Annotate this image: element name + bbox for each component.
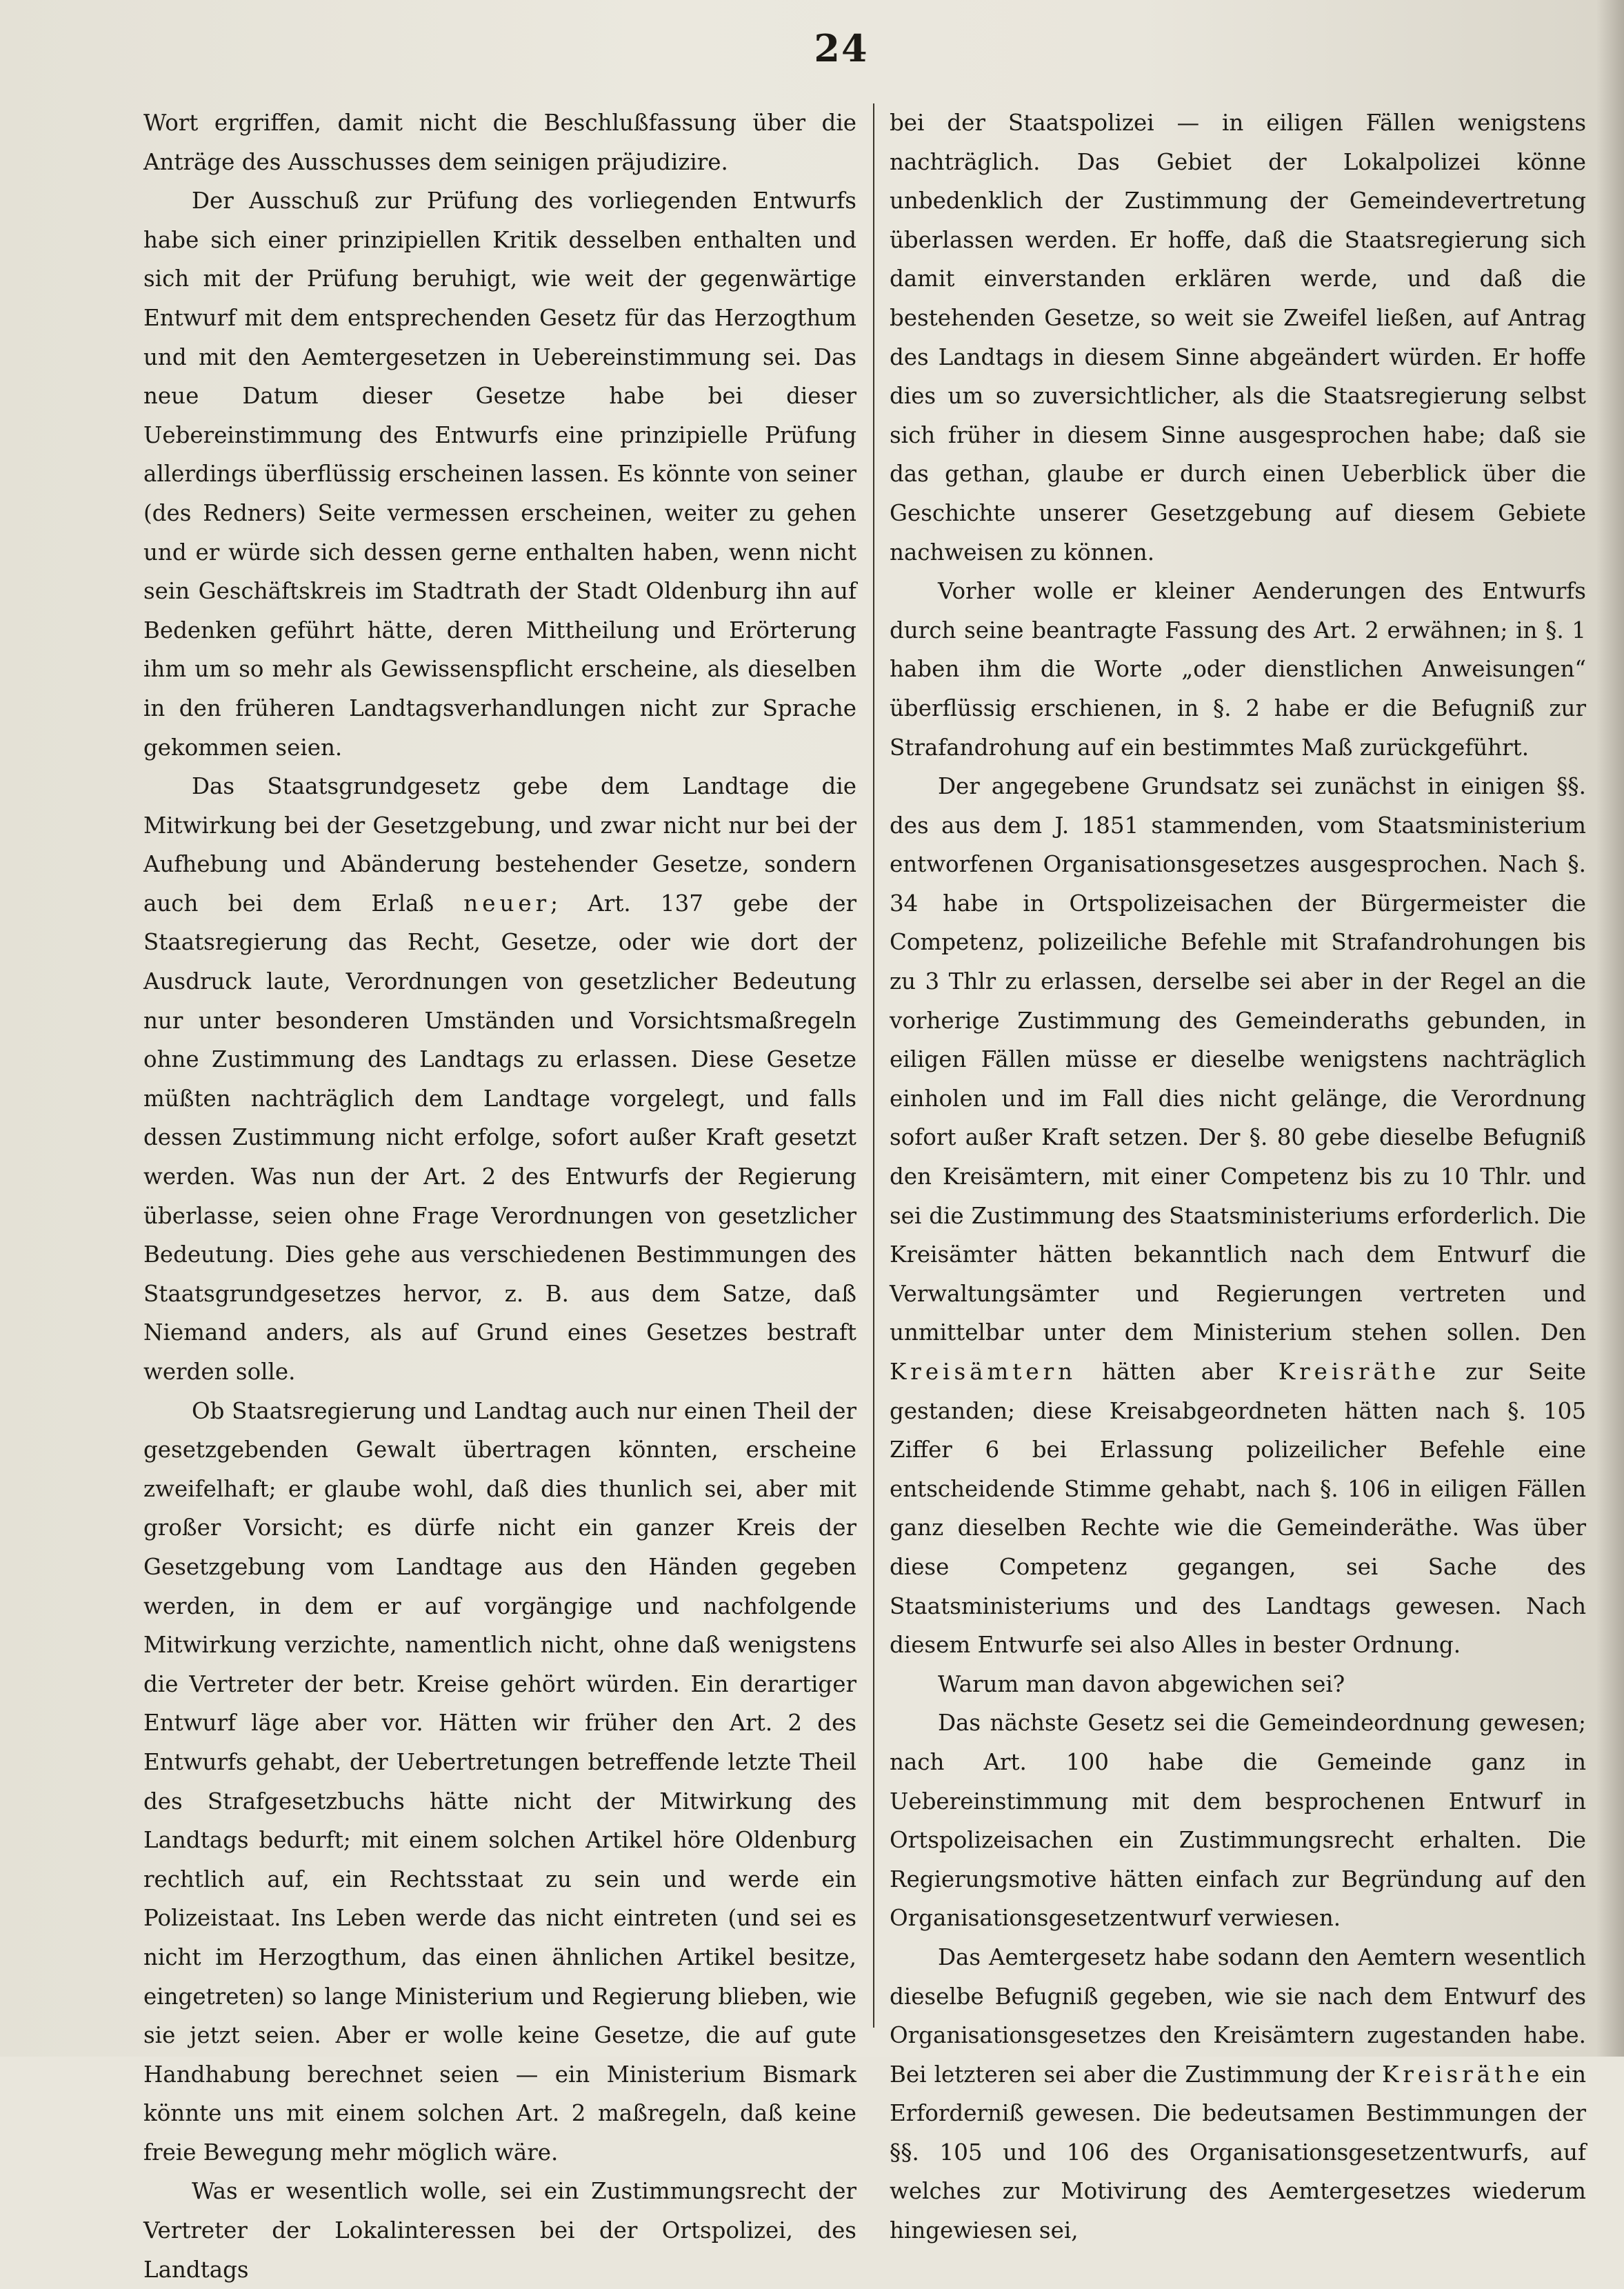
paragraph-text: ein Erforderniß gewesen. Die bedeutsamen Bestimmungen der §§. 105 und 106 des Organisationsgesetzentwurfs, auf welches zur Motivirung des Aemtergesetzes wiederum hingewiesen sei, bbox=[890, 2061, 1586, 2244]
paragraph-text: zur Seite gestanden; diese Kreisabgeordneten hätten nach §. 105 Ziffer 6 bei Erlassung polizeilicher Befehle eine entscheidende Stimme gehabt, nach §. 106 in eiligen Fällen ganz dieselben Rechte wie die Gemeinderäthe. Was über diese Competenz gegangen, sei Sache des Staatsministeriums und des Landtags gewesen. Nach diesem Entwurfe sei also Alles in bester Ordnung. bbox=[890, 1359, 1586, 1659]
paragraph-text: Der angegebene Grundsatz sei zunächst in einigen §§. des aus dem J. 1851 stammenden, vom Staatsministerium entworfenen Organisationsgesetzes ausgesprochen. Nach §. 34 habe in Ortspolizeisachen der Bürgermeister die Competenz, polizeiliche Befehle mit Strafandrohungen bis zu 3 Thlr zu erlassen, derselbe sei aber in der Regel an die vorherige Zustimmung des Gemeinderaths gebunden, in eiligen Fällen müsse er dieselbe wenigstens nachträglich einholen und im Fall dies nicht gelänge, die Verordnung sofort außer Kraft setzen. Der §. 80 gebe dieselbe Befugniß den Kreisämtern, mit einer Competenz bis zu 10 Thlr. und sei die Zustimmung des Staatsministeriums erforderlich. Die Kreisämter hätten bekanntlich nach dem Entwurf die Verwaltungsämter und Regierungen vertreten und unmittelbar unter dem Ministerium stehen sollen. Den bbox=[890, 773, 1586, 1346]
column-divider bbox=[873, 103, 874, 2028]
left-column bbox=[143, 103, 856, 2283]
spaced-emphasis: neuer bbox=[463, 890, 551, 917]
paragraph: bei der Staatspolizei — in eiligen Fällen wenigstens nachträglich. Das Gebiet der Lokalpolizei könne unbedenklich der Zustimmung der Gemeindevertretung überlassen werden. Er hoffe, daß die Staatsregierung sich damit einverstanden erklären werde, und daß die bestehenden Gesetze, so weit sie Zweifel ließen, auf Antrag des Landtags in diesem Sinne abgeändert würden. Er hoffe dies um so zuversichtlicher, als die Staatsregierung selbst sich früher in diesem Sinne ausgesprochen habe; daß sie das gethan, glaube er durch einen Ueberblick über die Geschichte unserer Gesetzgebung auf diesem Gebiete nachweisen zu können. bbox=[890, 110, 1586, 566]
paragraph: Wort ergriffen, damit nicht die Beschlußfassung über die Anträge des Ausschusses dem seinigen präjudizire. bbox=[143, 110, 856, 175]
page-number: 24 bbox=[814, 26, 869, 70]
paragraph bbox=[143, 767, 856, 1392]
page-edge-shadow bbox=[1596, 0, 1624, 2057]
paragraph-text: hätten aber bbox=[1076, 1359, 1279, 1385]
paragraph: Das nächste Gesetz sei die Gemeindeordnung gewesen; nach Art. 100 habe die Gemeinde ganz in Uebereinstimmung mit dem besprochenen Entwurf in Ortspolizeisachen ein Zustimmungsrecht erhalten. Die Regierungsmotive hätten einfach zur Begründung auf den Organisationsgesetzentwurf verwiesen. bbox=[890, 1710, 1586, 1932]
paragraph-text: Das Aemtergesetz habe sodann den Aemtern wesentlich dieselbe Befugniß gegeben, wie sie nach dem Entwurf des Organisationsgesetzes den Kreisämtern zugestanden habe. Bei letzteren sei aber die Zustimmung der bbox=[890, 1943, 1586, 2088]
spaced-emphasis: Kreisämtern bbox=[890, 1359, 1077, 1385]
paragraph bbox=[890, 1938, 1586, 2250]
paragraph: Der Ausschuß zur Prüfung des vorliegenden Entwurfs habe sich einer prinzipiellen Kritik desselben enthalten und sich mit der Prüfung beruhigt, wie weit der gegenwärtige Entwurf mit dem entsprechenden Gesetz für das Herzogthum und mit den Aemtergesetzen in Uebereinstimmung sei. Das neue Datum dieser Gesetze habe bei dieser Uebereinstimmung des Entwurfs eine prinzipielle Prüfung allerdings überflüssig erscheinen lassen. Es könnte von seiner (des Redners) Seite vermessen erscheinen, weiter zu gehen und er würde sich dessen gerne enthalten haben, wenn nicht sein Geschäftskreis im Stadtrath der Stadt Oldenburg ihn auf Bedenken geführt hätte, deren Mittheilung und Erörterung ihm um so mehr als Gewissenspflicht erscheine, als dieselben in den früheren Landtagsverhandlungen nicht zur Sprache gekommen seien. bbox=[143, 188, 856, 761]
paragraph: Was er wesentlich wolle, sei ein Zustimmungsrecht der Vertreter der Lokalinteressen bei der Ortspolizei, des Landtags bbox=[143, 2178, 856, 2283]
spaced-emphasis: Kreisräthe bbox=[1382, 2061, 1544, 2088]
paragraph: Vorher wolle er kleiner Aenderungen des Entwurfs durch seine beantragte Fassung des Art. 2 erwähnen; in §. 1 haben ihm die Worte „oder dienstlichen Anweisungen“ überflüssig erschienen, in §. 2 habe er die Befugniß zur Strafandrohung auf ein bestimmtes Maß zurückgeführt. bbox=[890, 578, 1586, 761]
paragraph bbox=[890, 767, 1586, 1665]
paragraph: Warum man davon abgewichen sei? bbox=[938, 1670, 1345, 1697]
paragraph-text: Das Staatsgrundgesetz gebe dem Landtage die Mitwirkung bei der Gesetzgebung, und zwar nicht nur bei der Aufhebung und Abänderung bestehender Gesetze, sondern auch bei dem Erlaß bbox=[143, 773, 856, 917]
paragraph-text: ; Art. 137 gebe der Staatsregierung das Recht, Gesetze, oder wie dort der Ausdruck laute, Verordnungen von gesetzlicher Bedeutung nur unter besonderen Umständen und Vorsichtsmaßregeln ohne Zustimmung des Landtags zu erlassen. Diese Gesetze müßten nachträglich dem Landtage vorgelegt, und falls dessen Zustimmung nicht erfolge, sofort außer Kraft gesetzt werden. Was nun der Art. 2 des Entwurfs der Regierung überlasse, seien ohne Frage Verordnungen von gesetzlicher Bedeutung. Dies gehe aus verschiedenen Bestimmungen des Staatsgrundgesetzes hervor, z. B. aus dem Satze, daß Niemand anders, als auf Grund eines Gesetzes bestraft werden solle. bbox=[143, 890, 856, 1385]
paragraph: Ob Staatsregierung und Landtag auch nur einen Theil der gesetzgebenden Gewalt übertragen könnten, erscheine zweifelhaft; er glaube wohl, daß dies thunlich sei, aber mit großer Vorsicht; es dürfe nicht ein ganzer Kreis der Gesetzgebung vom Landtage aus den Händen gegeben werden, in dem er auf vorgängige und nachfolgende Mitwirkung verzichte, namentlich nicht, ohne daß wenigstens die Vertreter der betr. Kreise gehört würden. Ein derartiger Entwurf läge aber vor. Hätten wir früher den Art. 2 des Entwurfs gehabt, der Uebertretungen betreffende letzte Theil des Strafgesetzbuchs hätte nicht der Mitwirkung des Landtags bedurft; mit einem solchen Artikel höre Oldenburg rechtlich auf, ein Rechtsstaat zu sein und werde ein Polizeistaat. Ins Leben werde das nicht eintreten (und sei es nicht im Herzogthum, das einen ähnlichen Artikel besitze, eingetreten) so lange Ministerium und Regierung blieben, wie sie jetzt seien. Aber er wolle keine Gesetze, die auf gute Handhabung berechnet seien — ein Ministerium Bismark könnte uns mit einem solchen Art. 2 maßregeln, daß keine freie Bewegung mehr möglich wäre. bbox=[143, 1397, 856, 2166]
spaced-emphasis: Kreisräthe bbox=[1278, 1359, 1441, 1385]
right-column bbox=[890, 103, 1586, 2244]
